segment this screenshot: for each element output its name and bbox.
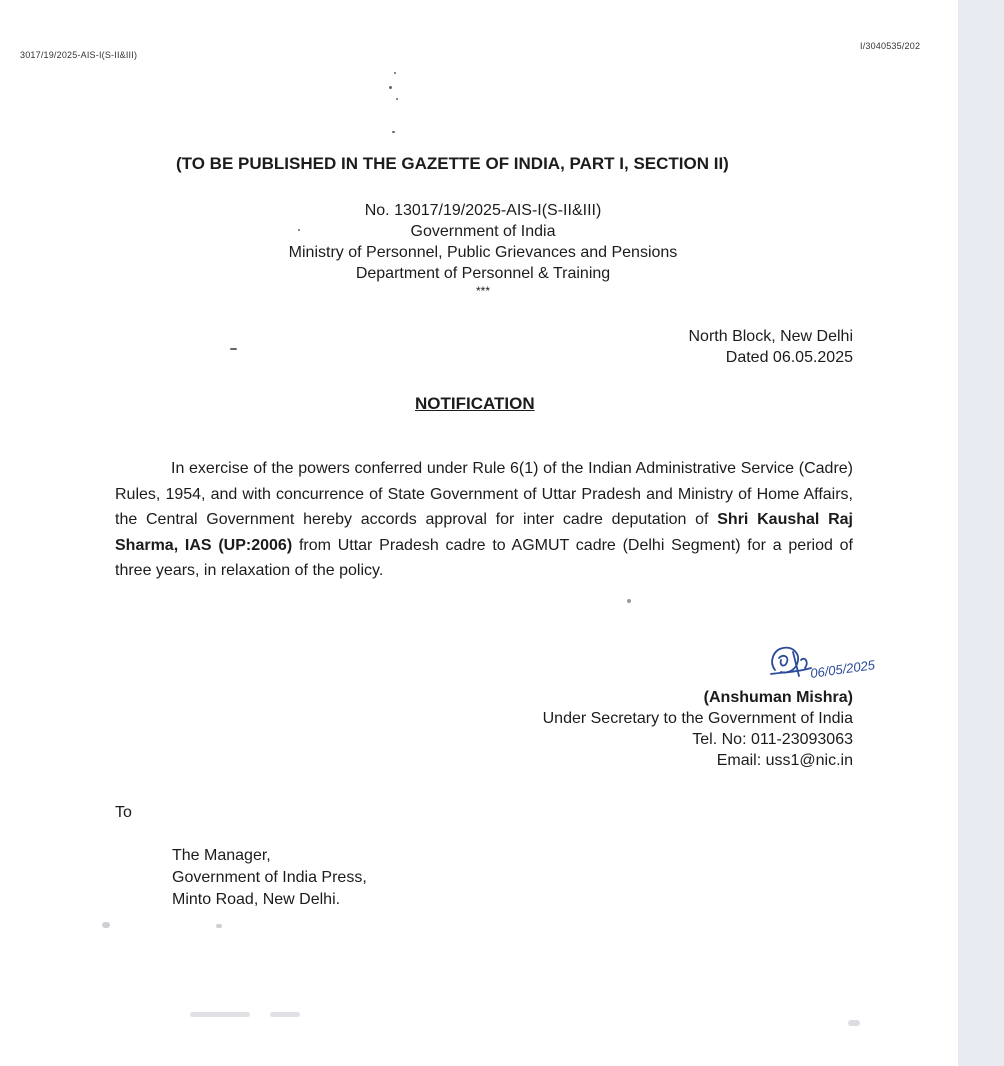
- place: North Block, New Delhi: [688, 328, 853, 345]
- to-label: To: [115, 804, 132, 821]
- government-name: Government of India: [410, 223, 556, 240]
- viewer-side-strip: [958, 0, 1004, 1066]
- officer-name: Shri Kaushal Raj Sharma, IAS (UP:2006): [115, 511, 853, 554]
- signatory-name: (Anshuman Mishra): [703, 689, 853, 706]
- signature-mark: [765, 642, 880, 688]
- recipient-line-3: Minto Road, New Delhi.: [172, 891, 341, 908]
- recipient-line-2: Government of India Press,: [172, 869, 367, 886]
- scan-smudge: [848, 1020, 860, 1026]
- body-text-start: In exercise of the powers conferred under Rule 6(1) of the Indian Administrative Service (Cadre) Rules, 1954, and with concurrence of State Government of Uttar Pradesh and Ministry of Home Affairs, the Central Government hereby accords approval for inter cadre deputation of: [115, 460, 853, 528]
- file-number: No. 13017/19/2025-AIS-I(S-II&III): [364, 202, 602, 219]
- scan-smudge: [190, 1012, 250, 1017]
- notification-body: [115, 456, 853, 584]
- recipient-line-1: The Manager,: [172, 847, 271, 864]
- scan-speck: [627, 599, 631, 603]
- scan-smudge: [216, 924, 222, 928]
- body-text-end: from Uttar Pradesh cadre to AGMUT cadre (Delhi Segment) for a period of three years, in relaxation of the policy.: [115, 536, 854, 579]
- file-reference-right: I/3040535/202: [860, 41, 921, 51]
- scan-speck: [396, 98, 398, 100]
- scan-speck: [394, 72, 396, 74]
- signatory-email: Email: uss1@nic.in: [716, 752, 853, 769]
- issuer-block: [246, 200, 720, 298]
- department-name: Department of Personnel & Training: [355, 265, 611, 282]
- signatory-designation: Under Secretary to the Government of India: [542, 710, 853, 727]
- signatory-block: [453, 687, 853, 771]
- scan-smudge: [270, 1012, 300, 1017]
- scan-speck: [389, 86, 392, 89]
- signature-date: 06/05/2025: [809, 657, 876, 681]
- gazette-publication-line: (TO BE PUBLISHED IN THE GAZETTE OF INDIA, PART I, SECTION II): [176, 154, 729, 173]
- scan-smudge: [102, 922, 110, 928]
- date: Dated 06.05.2025: [725, 349, 853, 366]
- recipient-address: [172, 845, 367, 911]
- ministry-name: Ministry of Personnel, Public Grievances and Pensions: [288, 244, 678, 261]
- notification-title: NOTIFICATION: [415, 394, 535, 413]
- separator-asterisks: ***: [475, 284, 490, 298]
- scan-speck: [392, 131, 395, 133]
- signatory-telephone: Tel. No: 011-23093063: [692, 731, 853, 748]
- file-reference-left: 3017/19/2025-AIS-I(S-II&III): [20, 50, 138, 60]
- scan-speck: [230, 348, 237, 350]
- place-date-block: [553, 326, 853, 368]
